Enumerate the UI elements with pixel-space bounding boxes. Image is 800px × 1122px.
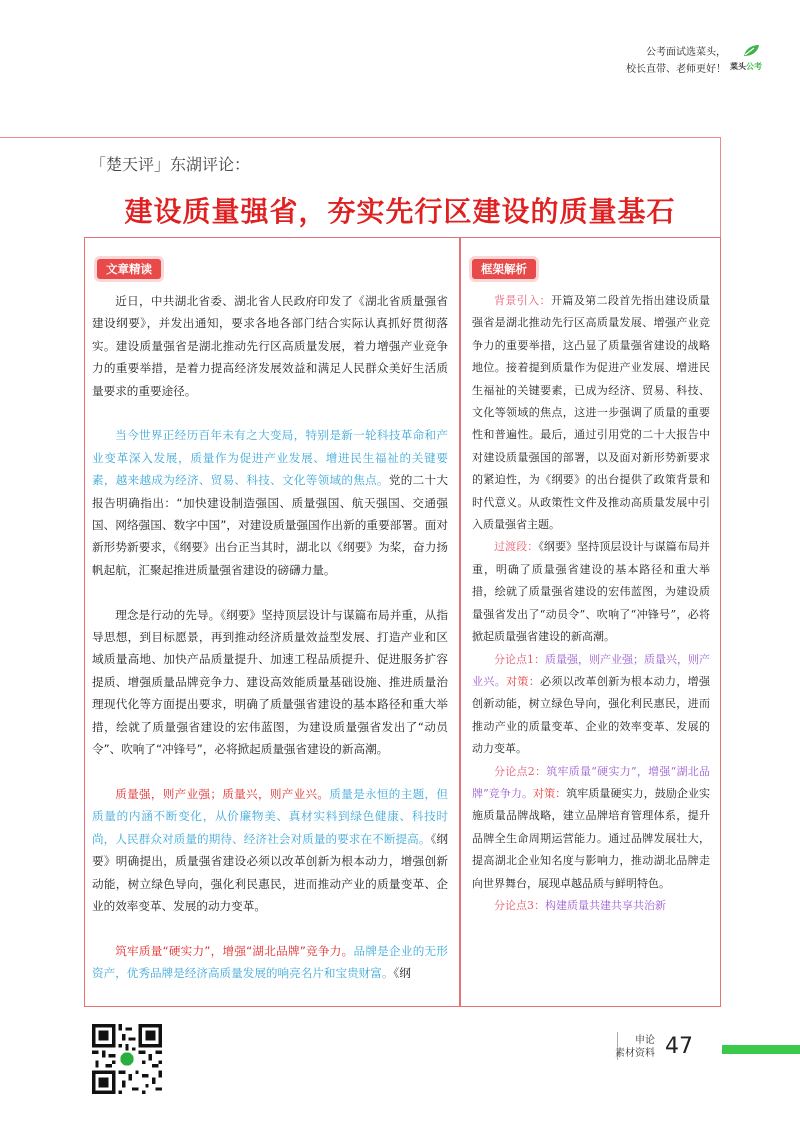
article-paragraph-4-text: 《纲要》明确提出，质量强省建设必须以改革创新为根本动力，增强创新动能，树立绿色导向，强化利民惠民，进而推动产业的质量变革、企业的效率变革、发展的动力变革。 xyxy=(92,831,448,913)
analysis-subpoint-2 xyxy=(472,761,710,895)
article-paragraph-1: 近日，中共湖北省委、湖北省人民政府印发了《湖北省质量强省建设纲要》，并发出通知，要求各地各部门结合实际认真抓好贯彻落实。建设质量强省是湖北推动先行区高质量发展，着力增强产业竞争力的重要举措，是着力提高经济发展效益和满足人民群众美好生活质量要求的重要途径。 xyxy=(92,294,448,398)
article-title: 建设质量强省，夯实先行区建设的质量基石 xyxy=(124,195,676,228)
subpoint-2-text: 筑牢质量硬实力，鼓励企业实施质量品牌战略，建立品牌培育管理体系，提升品牌全生命周期运营能力。通过品牌发展壮大，提高湖北企业知名度与影响力，推动湖北品牌走向世界舞台，展现卓越品质与鲜明特色。 xyxy=(472,786,711,890)
qr-code-icon[interactable] xyxy=(92,1024,162,1094)
header-rule xyxy=(0,137,720,138)
footer-label-line2: 素材资料 xyxy=(615,1048,655,1059)
leaf-icon xyxy=(742,44,760,58)
column-divider xyxy=(459,237,461,1007)
subpoint-1-policy-label: 对策： xyxy=(506,674,541,688)
section-tag-reading: 文章精读 xyxy=(97,259,161,279)
footer-label-line1: 申论 xyxy=(635,1035,655,1046)
footer-accent-bar xyxy=(722,1045,800,1054)
subpoint-1-point: 质量强，则产业强；质量兴，则产业兴。 xyxy=(472,652,710,688)
article-paragraph-4-thesis: 质量强，则产业强；质量兴，则产业兴。 xyxy=(115,786,330,801)
article-body xyxy=(92,290,448,985)
analysis-background-label: 背景引入： xyxy=(494,294,551,307)
subpoint-1-label: 分论点1： xyxy=(494,652,545,666)
analysis-background xyxy=(472,290,710,536)
article-paragraph-3: 理念是行动的先导。《纲要》坚持顶层设计与谋篇布局并重，从指导思想，到目标愿景，再到推动经济质量效益型发展、打造产业和区域质量高地、加快产品质量提升、加速工程品质提升、促进服务扩容提质、增强质量品牌竞争力、建设高效能质量基础设施、推进质量治理现代化等方面提出要求，明确了质量强省建设的基本路径和重大举措，绘就了质量强省建设的宏伟蓝图，为建设质量强省发出了“动员令”、吹响了“冲锋号”，必将掀起质量强省建设的新高潮。 xyxy=(92,607,448,757)
subpoint-3-label: 分论点3： xyxy=(494,898,545,912)
article-paragraph-2 xyxy=(92,424,448,581)
article-paragraph-2-text: 党的二十大报告明确指出：“加快建设制造强国、质量强国、航天强国、交通强国、网络强国、数字中国”，对建设质量强国作出新的重要部署。面对新形势新要求，《纲要》出台正当其时，湖北以《纲要》为桨，奋力扬帆起航，汇聚起推进质量强省建设的磅礴力量。 xyxy=(92,473,448,577)
article-paragraph-5-thesis: 筑牢质量“硬实力”，增强“湖北品牌”竞争力。 xyxy=(115,943,354,958)
analysis-body xyxy=(472,290,710,917)
footer-section-label xyxy=(615,1034,655,1060)
article-paragraph-4-highlight: 质量是永恒的主题，但质量的内涵不断变化，从价廉物美、真材实料到绿色健康、科技时尚，人民群众对质量的期待、经济社会对质量的要求在不断提高。 xyxy=(92,786,448,846)
subpoint-1-text: 必须以改革创新为根本动力，增强创新动能，树立绿色导向，强化利民惠民，进而推动产业的质量变革、企业的效率变革、发展的动力变革。 xyxy=(472,674,711,756)
analysis-subpoint-3 xyxy=(472,895,710,917)
page-number: 47 xyxy=(665,1034,693,1059)
article-paragraph-5-text: 《纲 xyxy=(393,966,411,981)
brand-logo-text-b: 公考 xyxy=(746,62,762,71)
article-paragraph-5-highlight: 品牌是企业的无形资产，优秀品牌是经济高质量发展的响亮名片和宝贵财富。 xyxy=(92,943,448,981)
brand-slogan xyxy=(626,44,726,78)
subpoint-2-label: 分论点2： xyxy=(494,764,547,778)
analysis-transition-text: 《纲要》坚持顶层设计与谋篇布局并重，明确了质量强省建设的基本路径和重大举措，绘就了质量强省建设的宏伟蓝图，为建设质量强省发出了“动员令”、吹响了“冲锋号”，必将掀起质量强省建设的新高潮。 xyxy=(472,540,711,644)
subpoint-2-point: 筑牢质量“硬实力”，增强“湖北品牌”竞争力。 xyxy=(472,764,710,800)
analysis-transition xyxy=(472,536,710,648)
analysis-subpoint-1 xyxy=(472,649,710,761)
analysis-background-text: 开篇及第二段首先指出建设质量强省是湖北推动先行区高质量发展、增强产业竞争力的重要举措，这凸显了质量强省建设的战略地位。接着提到质量作为促进产业发展、增进民生福祉的关键要素，已成为经济、贸易、科技、文化等领域的焦点，这进一步强调了质量的重要性和普遍性。最后，通过引用党的二十大报告中对建设质量强国的部署，以及面对新形势新要求的紧迫性，为《纲要》的出台提供了政策背景和时代意义。从政策性文件及推动高质量发展中引入质量强省主题。 xyxy=(472,294,711,532)
brand-slogan-line2: 校长直带、老师更好！ xyxy=(626,64,726,75)
article-paragraph-4 xyxy=(92,783,448,917)
article-paragraph-2-highlight: 当今世界正经历百年未有之大变局，特别是新一轮科技革命和产业变革深入发展，质量作为促进产业发展、增进民生福祉的关键要素，越来越成为经济、贸易、科技、文化等领域的焦点。 xyxy=(92,428,448,488)
subpoint-3-point: 构建质量共建共享共治新 xyxy=(545,898,666,912)
analysis-transition-label: 过渡段： xyxy=(494,540,539,554)
article-subtitle: 「楚天评」东湖评论： xyxy=(90,155,251,174)
brand-logo-text-a: 菜头 xyxy=(730,62,746,71)
brand-logo xyxy=(730,44,770,78)
brand-logo-text xyxy=(730,61,762,72)
article-paragraph-5 xyxy=(92,940,448,985)
subpoint-2-policy-label: 对策： xyxy=(533,786,567,800)
brand-slogan-line1: 公考面试选菜头， xyxy=(646,47,726,58)
section-tag-analysis: 框架解析 xyxy=(472,259,536,279)
